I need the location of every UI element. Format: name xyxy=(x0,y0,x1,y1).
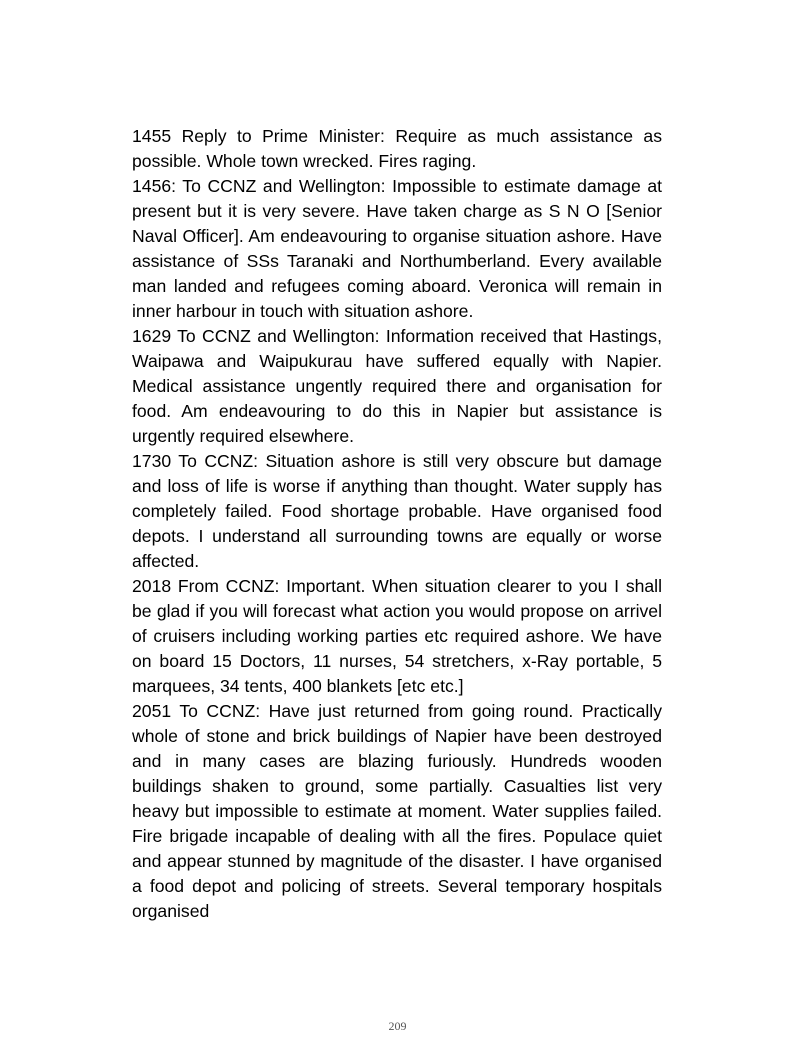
entry-1456-message: 1456: To CCNZ and Wellington: Impossible to estimate damage at present but it is very severe. Have taken charge as S N O [Senior Naval Officer]. Am endeavouring to organise situation ashore. Have assistance of SSs Taranaki and Northumberland. Every available man landed and refugees coming aboard. Veronica will remain in inner harbour in touch with situation ashore. xyxy=(132,176,662,321)
entry-2018-message: 2018 From CCNZ: Important. When situation clearer to you I shall be glad if you will forecast what action you would propose on arrivel of cruisers including working parties etc required ashore. We have on board 15 Doctors, 11 nurses, 54 stretchers, x-Ray portable, 5 marquees, 34 tents, 400 blankets [etc etc.] xyxy=(132,576,662,696)
entry-1629-message: 1629 To CCNZ and Wellington: Information received that Hastings, Waipawa and Waipukurau have suffered equally with Napier. Medical assistance ungently required there and organisation for food. Am endeavouring to do this in Napier but assistance is urgently required elsewhere. xyxy=(132,326,662,446)
entry-2051-message: 2051 To CCNZ: Have just returned from going round. Practically whole of stone and brick buildings of Napier have been destroyed and in many cases are blazing furiously. Hundreds wooden buildings shaken to ground, some partially. Casualties list very heavy but impossible to estimate at moment. Water supplies failed. Fire brigade incapable of dealing with all the fires. Populace quiet and appear stunned by magnitude of the disaster. I have organised a food depot and policing of streets. Several temporary hospitals organised xyxy=(132,701,662,921)
entry-1730-message: 1730 To CCNZ: Situation ashore is still very obscure but damage and loss of life is worse if anything than thought. Water supply has completely failed. Food shortage probable. Have organised food depots. I understand all surrounding towns are equally or worse affected. xyxy=(132,451,662,571)
entry-1455-reply: 1455 Reply to Prime Minister: Require as much assistance as possible. Whole town wrecked. Fires raging. xyxy=(132,126,662,171)
page-number: 209 xyxy=(388,1019,407,1033)
body-text xyxy=(132,124,662,924)
